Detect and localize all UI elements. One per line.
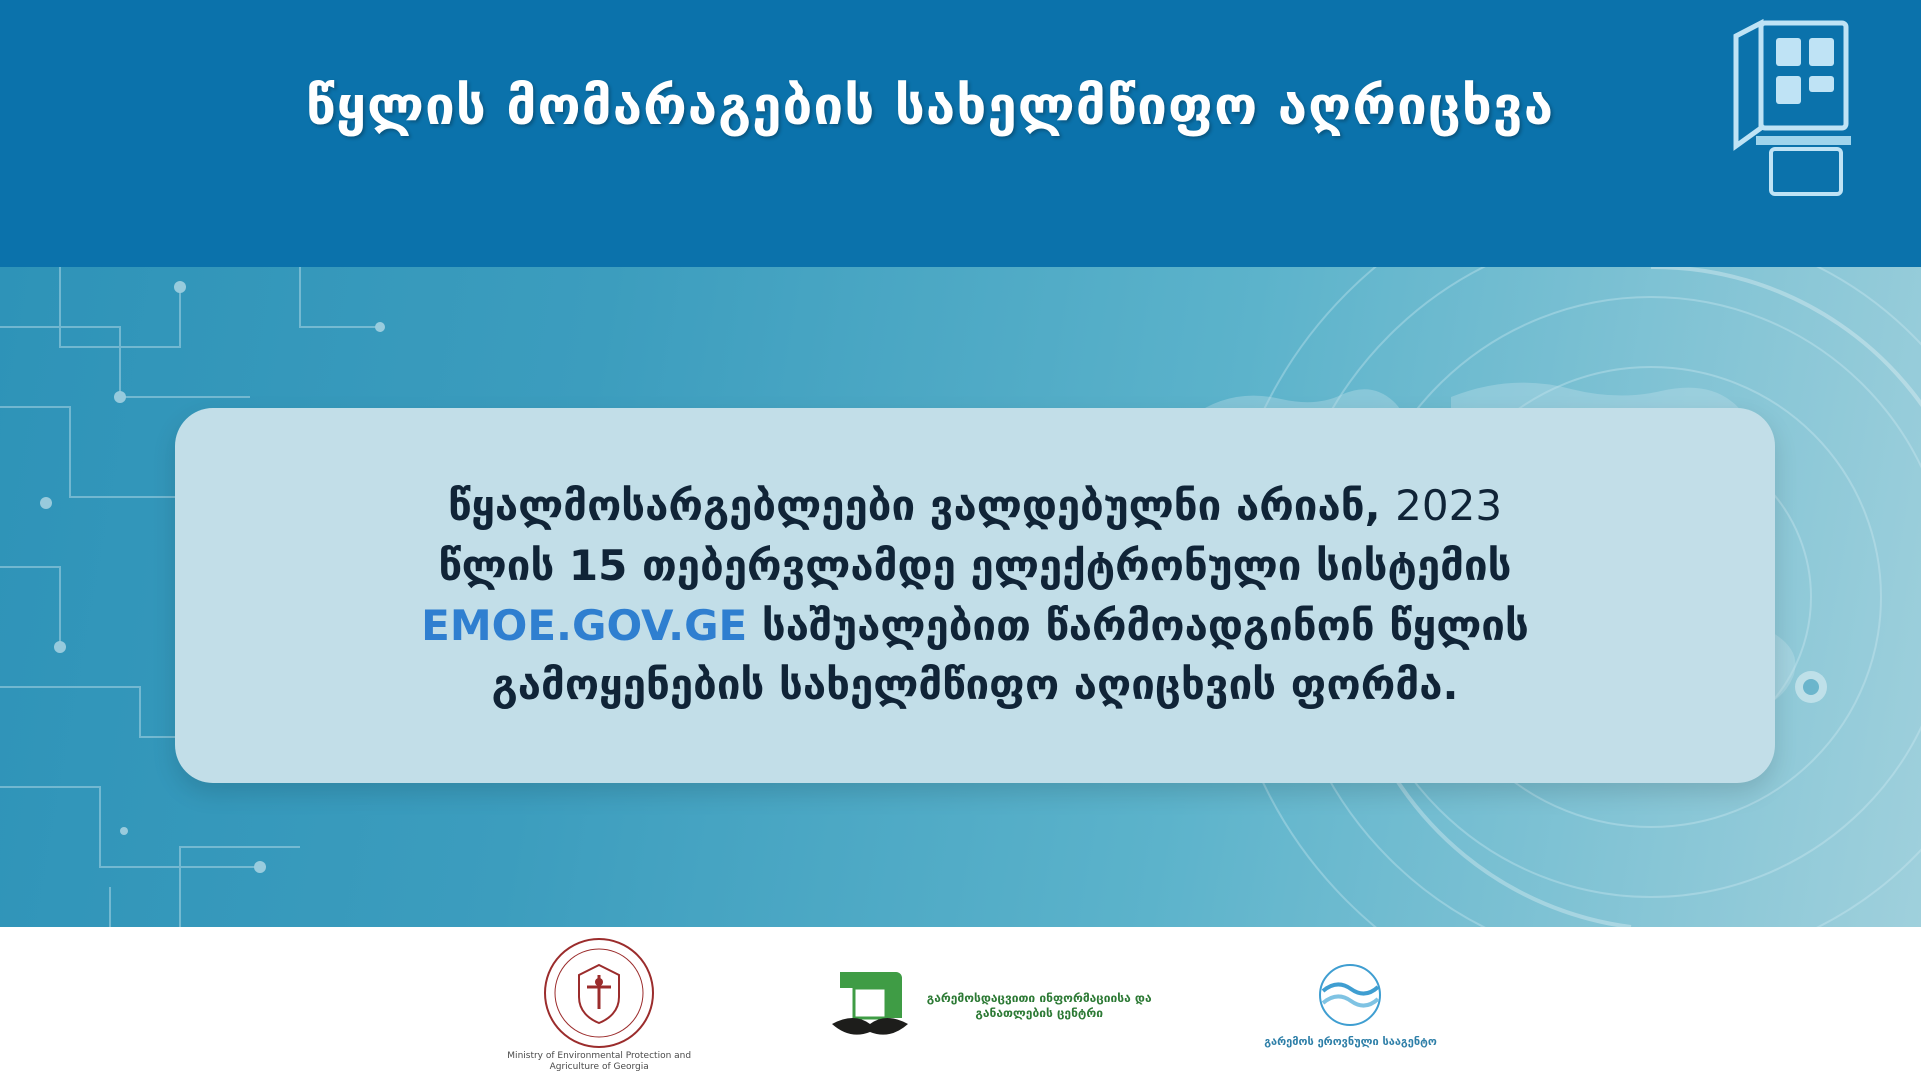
ministry-logo-caption: Ministry of Environmental Protection and Agriculture of Georgia: [507, 1051, 692, 1073]
nea-logo-caption: გარემოს ეროვნული სააგენტო: [1264, 1035, 1437, 1049]
message-bold-lead: წყალმოსარგებლეები ვალდებულნი არიან,: [447, 481, 1381, 531]
water-waves-icon: [1309, 961, 1391, 1033]
emoe-link[interactable]: EMOE.GOV.GE: [421, 600, 748, 650]
message-line-3: საშუალებით წარმოადგინონ წყლის: [761, 600, 1529, 650]
header-banner: [0, 0, 1921, 267]
logo-strip: [0, 937, 1921, 1074]
ministry-emblem-logo: [484, 937, 714, 1074]
message-card: [175, 408, 1775, 783]
page-title: წყლის მომარაგების სახელმწიფო აღრიცხვა: [305, 76, 1555, 137]
national-environment-agency-logo: [1264, 961, 1437, 1049]
message-year: 2023: [1395, 481, 1503, 531]
glow-dot: [40, 497, 52, 509]
open-book-leaf-icon: [824, 962, 916, 1048]
environmental-information-center-logo: [824, 962, 1154, 1048]
ministry-emblem-icon: [543, 937, 655, 1049]
eic-logo-caption: გარემოსდაცვითი ინფორმაციისა და განათლების ცენტრი: [926, 991, 1152, 1021]
message-line-2: წლის 15 თებერვლამდე ელექტრონული სისტემის: [438, 540, 1512, 590]
glow-dot: [120, 827, 128, 835]
footer-logos-bar: [0, 927, 1921, 1081]
message-line-4: გამოყენების სახელმწიფო აღიცხვის ფორმა.: [491, 660, 1459, 710]
water-cabinet-icon: [1731, 18, 1861, 208]
message-text: [285, 476, 1665, 715]
eic-logo-row: [824, 962, 1154, 1048]
